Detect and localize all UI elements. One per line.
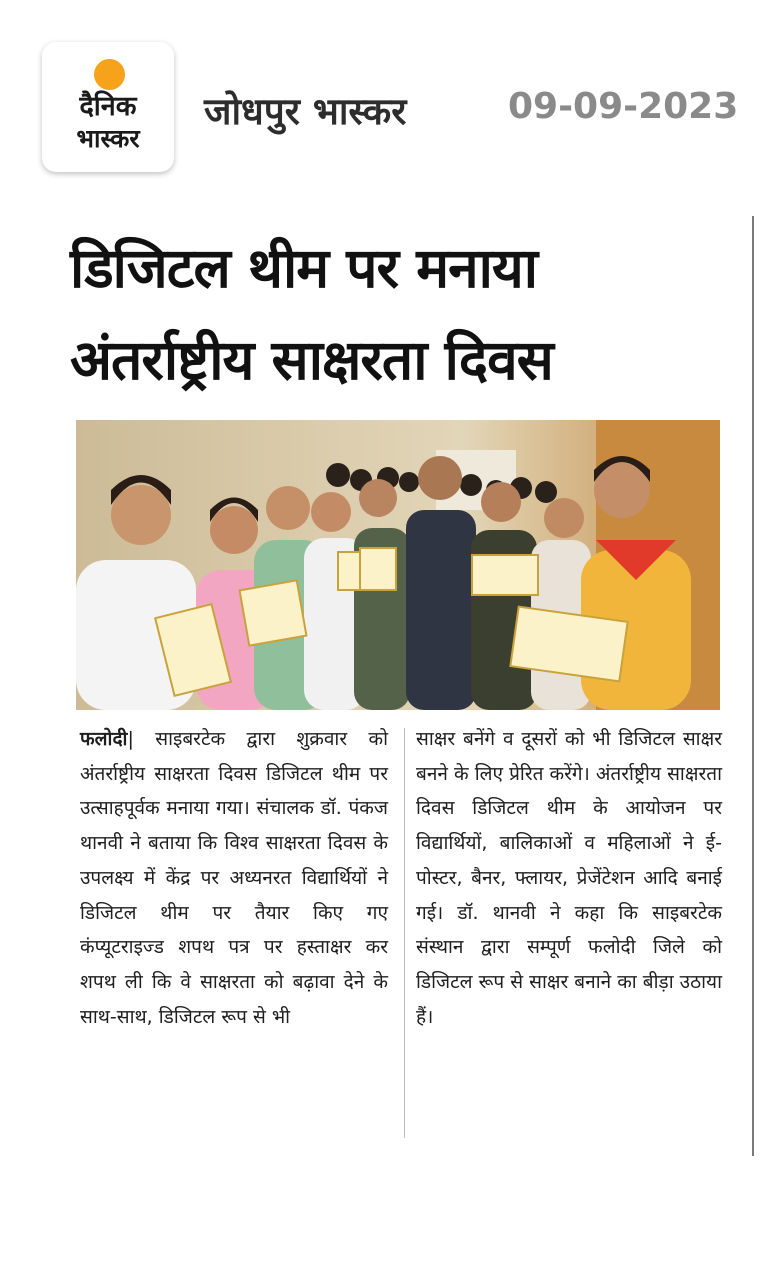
page-header — [0, 0, 768, 200]
edition-name: जोधपुर भास्कर — [204, 90, 407, 133]
article-column-1 — [80, 722, 388, 1034]
right-page-rule — [752, 216, 754, 1156]
column-1-text: साइबरटेक द्वारा शुक्रवार को अंतर्राष्ट्रीय साक्षरता दिवस डिजिटल थीम पर उत्साहपूर्वक मनाया गया। संचालक डॉ. पंकज थानवी ने बताया कि विश्व साक्षरता दिवस के उपलक्ष्य में केंद्र पर अध्यनरत विद्यार्थियों ने डिजिटल थीम पर तैयार किए गए कंप्यूटराइज्ड शपथ पत्र पर हस्ताक्षर कर शपथ ली कि वे साक्षरता को बढ़ावा देने के साथ-साथ, डिजिटल रूप से भी — [80, 728, 388, 1028]
dateline-separator: | — [127, 728, 156, 750]
dateline: फलोदी — [80, 728, 128, 750]
logo-text-dainik: दैनिक — [79, 91, 137, 122]
group-photo-illustration — [76, 420, 720, 710]
article-photo[interactable] — [76, 420, 720, 710]
dainik-bhaskar-logo[interactable] — [42, 42, 174, 172]
headline-line-1: डिजिटल थीम पर मनाया — [70, 236, 537, 300]
column-2-text: साक्षर बनेंगे व दूसरों को भी डिजिटल साक्षर बनने के लिए प्रेरित करेंगे। अंतर्राष्ट्रीय साक्षरता दिवस डिजिटल थीम के आयोजन पर विद्यार्थियों, बालिकाओं व महिलाओं ने ई-पोस्टर, बैनर, फ्लायर, प्रेजेंटेशन आदि बनाई गई। डॉ. थानवी ने कहा कि साइबरटेक संस्थान द्वारा सम्पूर्ण फलोदी जिले को डिजिटल रूप से साक्षर बनाने का बीड़ा उठाया हैं। — [416, 728, 722, 1028]
column-divider — [404, 728, 405, 1138]
article-headline — [70, 222, 730, 406]
logo-text-bhaskar: भास्कर — [76, 124, 140, 153]
publication-date: 09-09-2023 — [508, 86, 739, 127]
sun-icon — [94, 59, 125, 90]
headline-line-2: अंतर्राष्ट्रीय साक्षरता दिवस — [70, 328, 553, 392]
article-column-2 — [416, 722, 722, 1034]
